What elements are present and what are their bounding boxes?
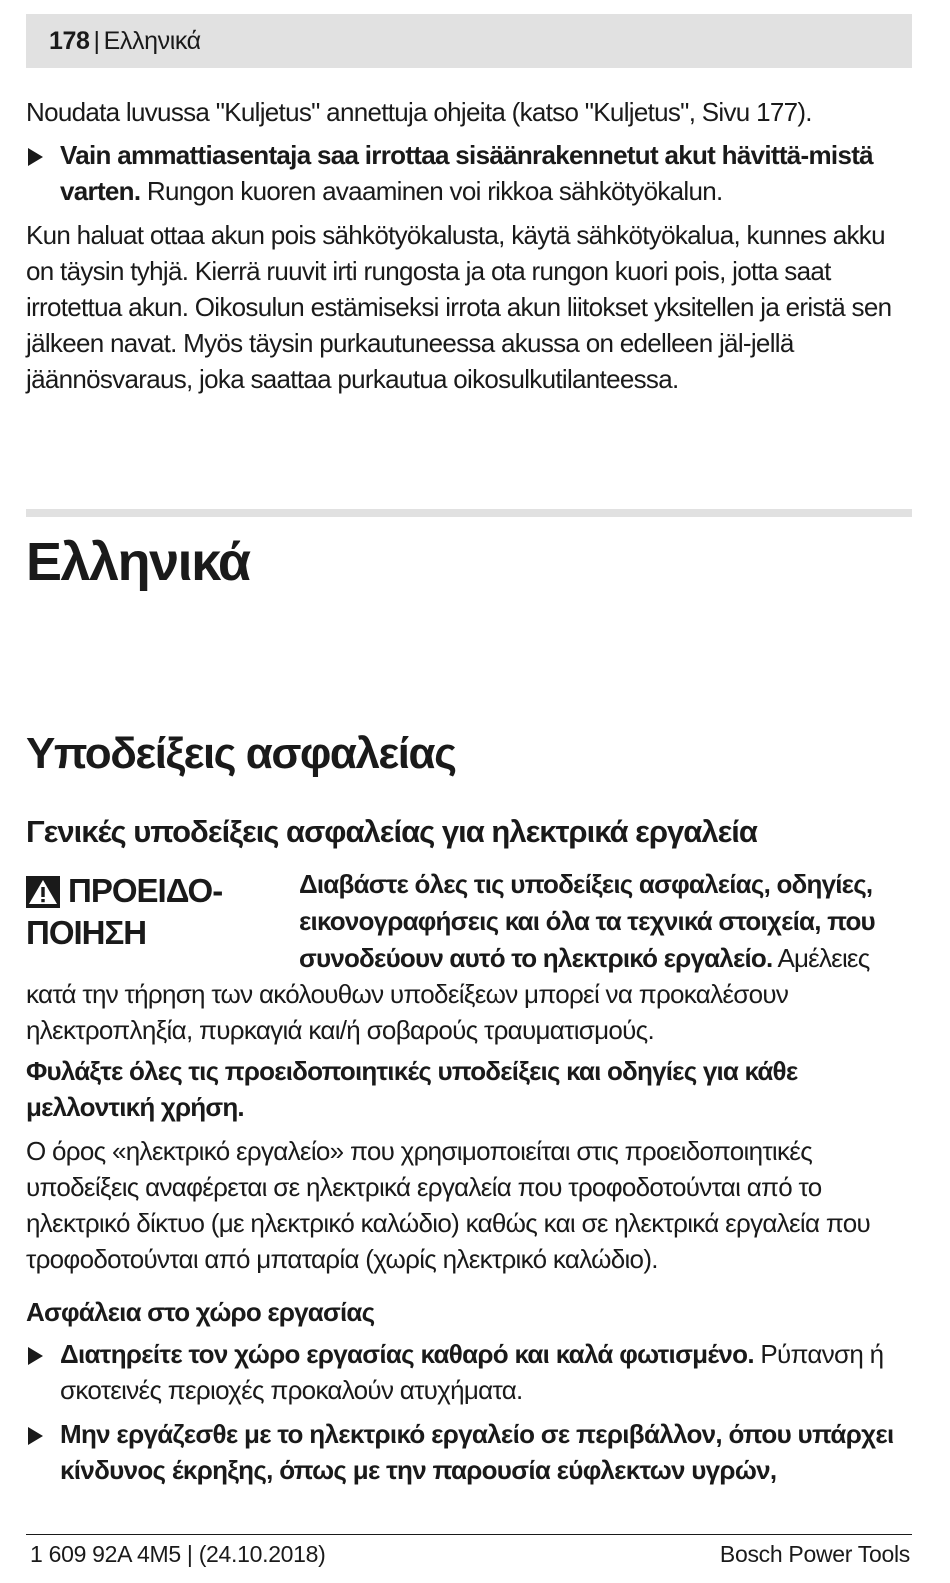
subsection-heading: Γενικές υποδείξεις ασφαλείας για ηλεκτρικά εργαλεία: [26, 814, 757, 849]
bullet-explosive: Μην εργάζεσθε με το ηλεκτρικό εργαλείο σε περιβάλλον, όπου υπάρχει κίνδυνος έκρηξης, όπως με την παρουσία εύφλεκτων υγρών,: [60, 1419, 894, 1485]
header-separator: |: [93, 26, 100, 55]
page-header: [26, 14, 912, 68]
warning-continuation: κατά την τήρηση των ακόλουθων υποδείξεων μπορεί να προκαλέσουν ηλεκτροπληξία, πυρκαγιά και/ή σοβαρούς τραυματισμούς.: [26, 979, 789, 1045]
section-divider: [26, 509, 912, 517]
bullet-arrow-icon: [28, 1427, 43, 1445]
finnish-bullet-bold: Vain ammattiasentaja saa irrottaa sisäänrakennetut akut hävittä-mistä varten.: [60, 140, 873, 206]
bullet-clean-bold: Διατηρείτε τον χώρο εργασίας καθαρό και καλά φωτισμένο.: [60, 1339, 754, 1369]
warning-label-line2: ΠΟΙΗΣΗ: [26, 914, 147, 951]
warning-text: [299, 866, 919, 977]
footer-doc-id: 1 609 92A 4M5 | (24.10.2018): [30, 1541, 326, 1567]
header-language: Ελληνικά: [103, 26, 201, 55]
page-number: 178: [49, 26, 90, 55]
warning-triangle-icon: [26, 876, 60, 908]
warning-label-line1: ΠΡΟΕΙΔΟ-: [68, 872, 223, 909]
language-title: Ελληνικά: [26, 532, 250, 592]
bullet-arrow-icon: [28, 148, 43, 166]
warning-bold-text: Διαβάστε όλες τις υποδείξεις ασφαλείας, οδηγίες, εικονογραφήσεις και όλα τα τεχνικά στοιχεία, που συνοδεύουν αυτό το ηλεκτρικό εργαλείο.: [299, 869, 875, 973]
work-area-heading: Ασφάλεια στο χώρο εργασίας: [26, 1297, 375, 1327]
power-tool-term-paragraph: Ο όρος «ηλεκτρικό εργαλείο» που χρησιμοποιείται στις προειδοποιητικές υποδείξεις αναφέρεται σε ηλεκτρικά εργαλεία που τροφοδοτούνται από το ηλεκτρικό δίκτυο (με ηλεκτρικό καλώδιο) καθώς και σε ηλεκτρικά εργαλεία που τροφοδοτούνται από μπαταρία (χωρίς ηλεκτρικό καλώδιο).: [26, 1136, 871, 1274]
bullet-arrow-icon: [28, 1347, 43, 1365]
footer-rule: [26, 1534, 912, 1535]
warning-normal-text: Αμέλειες: [772, 943, 870, 973]
finnish-paragraph-battery: Kun haluat ottaa akun pois sähkötyökalusta, käytä sähkötyökalua, kunnes akku on täysin tyhjä. Kierrä ruuvit irti rungosta ja ota rungon kuori pois, jotta saat irrotettua akun. Oikosulun estämiseksi irrota akun liitokset yksitellen ja eristä sen jälkeen navat. Myös täysin purkautuneessa akussa on edelleen jäl-jellä jäännösvaraus, joka saattaa purkautua oikosulkutilanteessa.: [26, 220, 892, 394]
bullet-clean-workarea: [60, 1336, 920, 1408]
finnish-bullet-dispose: [60, 137, 920, 209]
bullet-clean-text: Ρύπανση ή σκοτεινές περιοχές προκαλούν ατυχήματα.: [60, 1339, 884, 1405]
finnish-paragraph-transport: Noudata luvussa "Kuljetus" annettuja ohjeita (katso "Kuljetus", Sivu 177).: [26, 97, 812, 127]
footer-brand: Bosch Power Tools: [719, 1541, 910, 1567]
section-heading: Υποδείξεις ασφαλείας: [26, 729, 456, 778]
keep-instructions: Φυλάξτε όλες τις προειδοποιητικές υποδείξεις και οδηγίες για κάθε μελλοντική χρήση.: [26, 1056, 798, 1122]
finnish-bullet-text: Rungon kuoren avaaminen voi rikkoa sähkötyökalun.: [140, 176, 723, 206]
